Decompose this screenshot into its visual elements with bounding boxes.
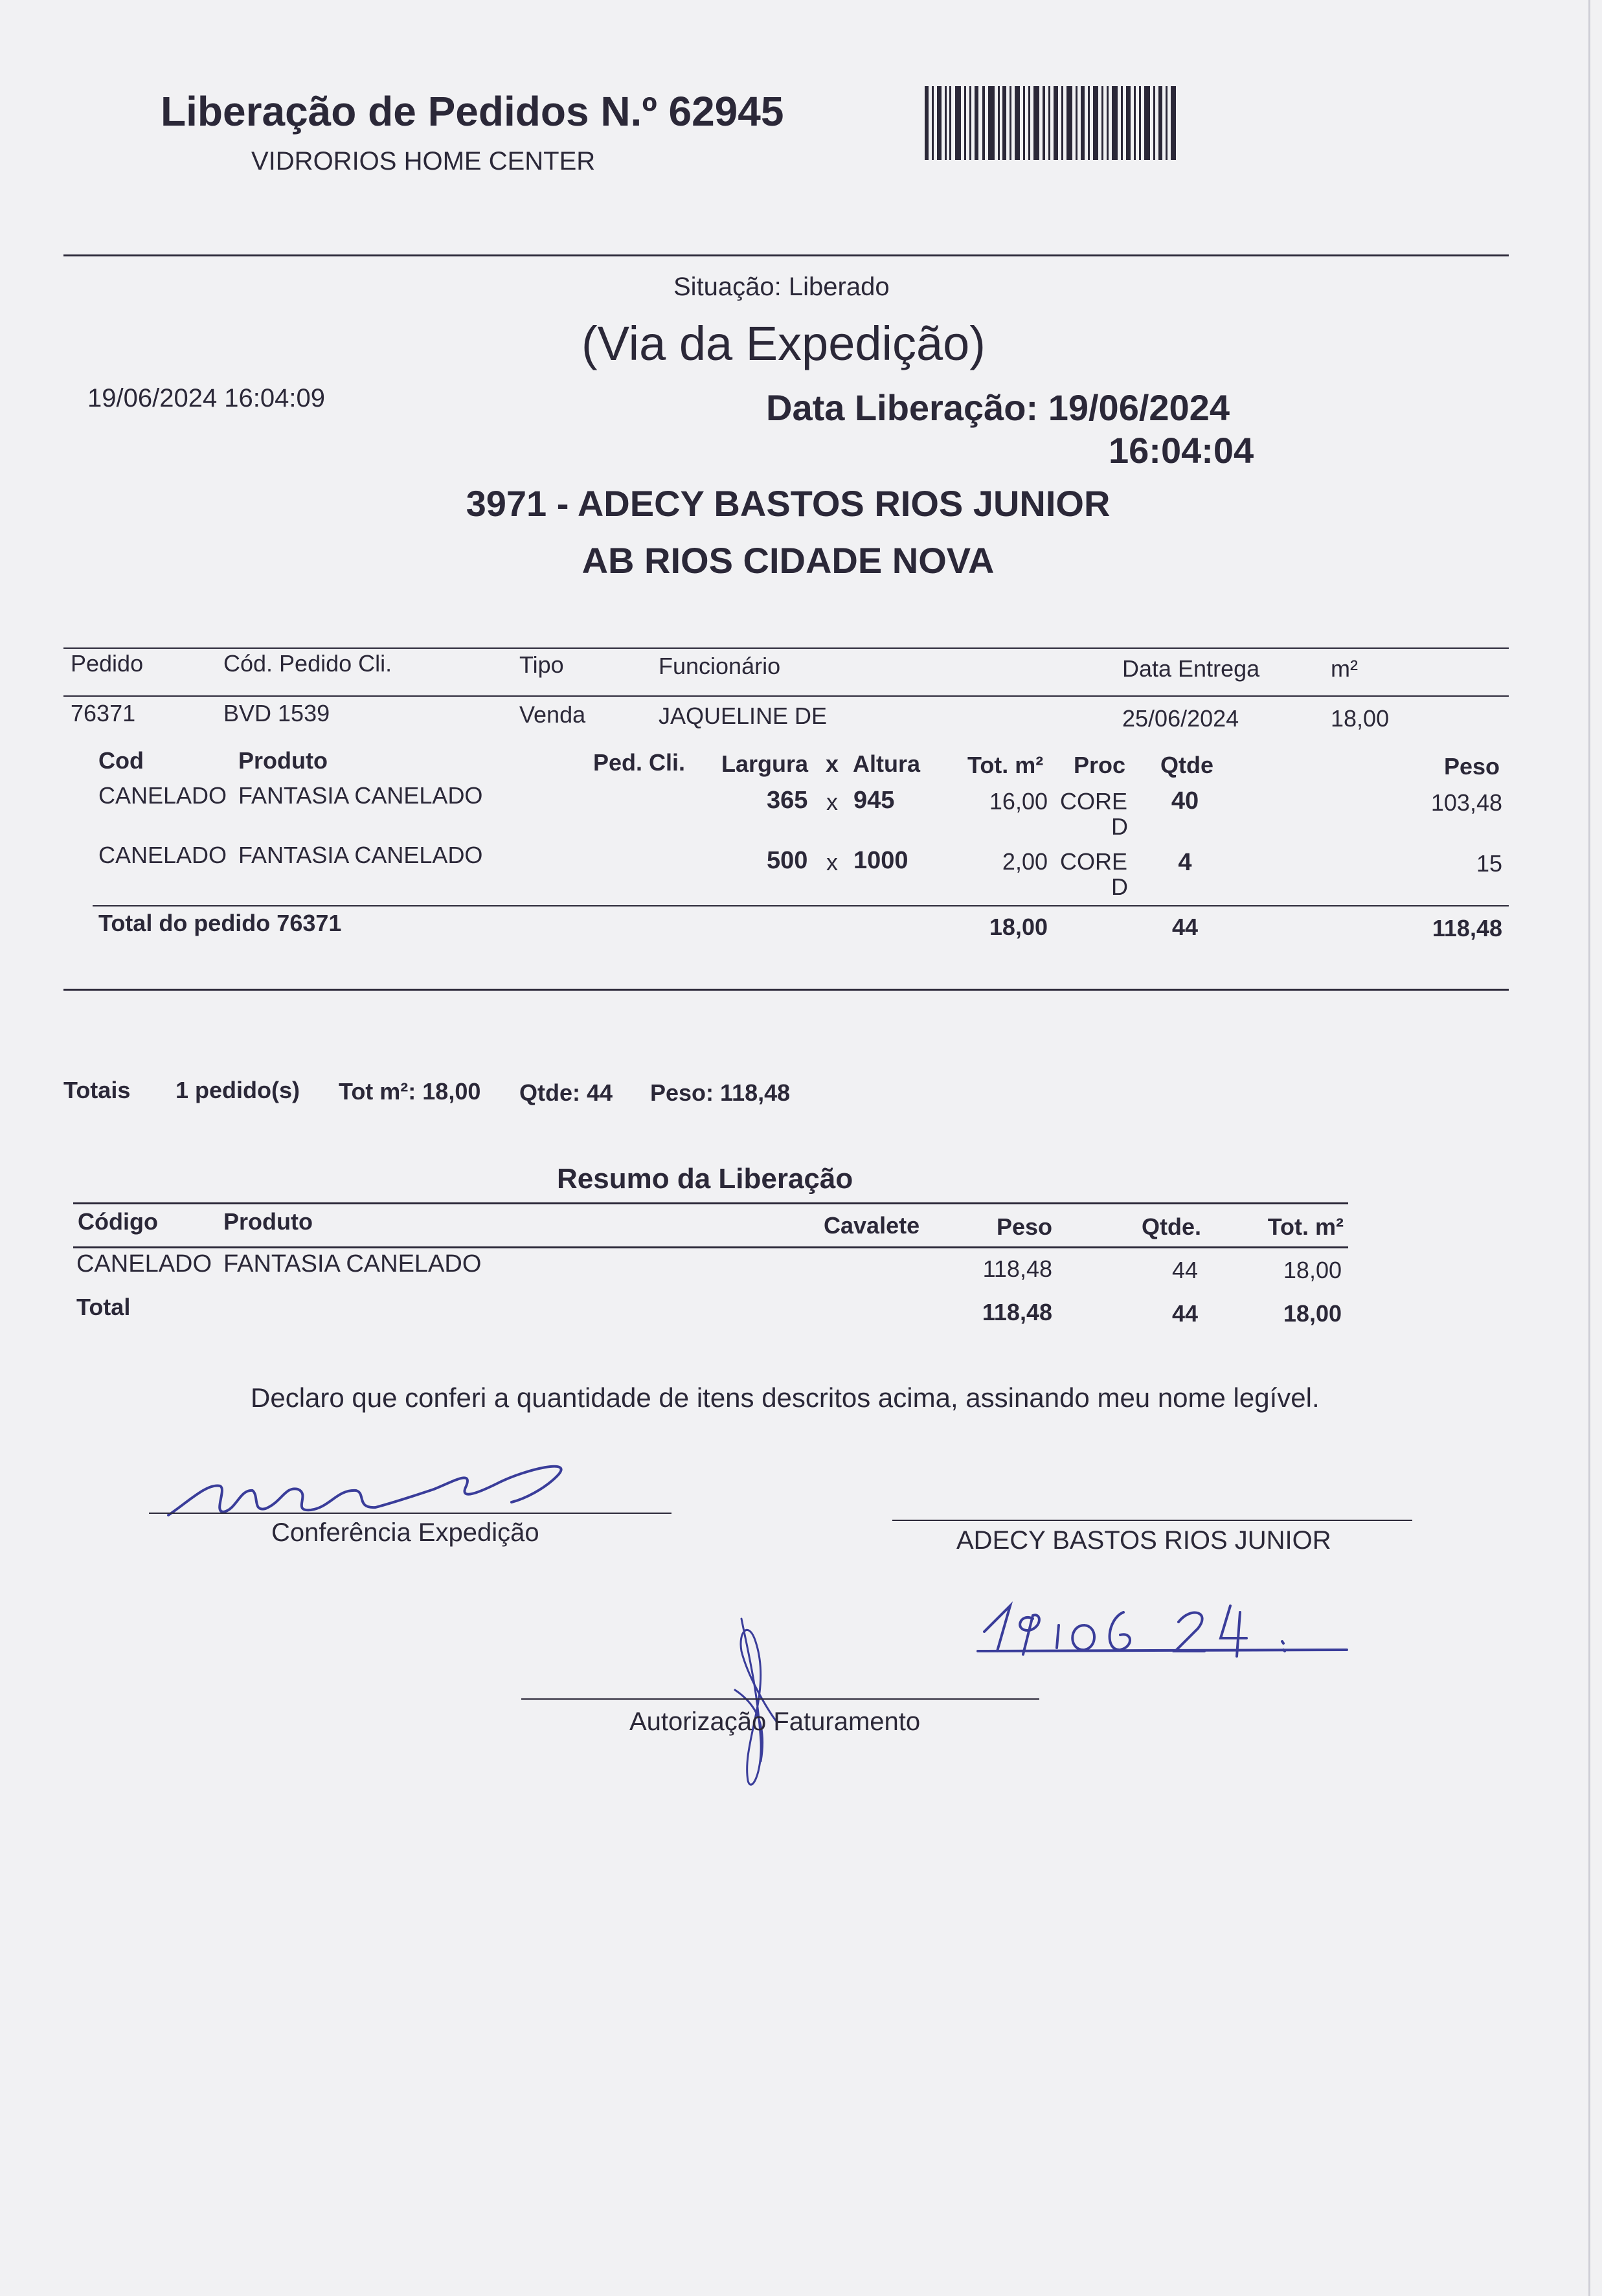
summary-title: Resumo da Liberação [557,1163,853,1195]
item-proc-suffix: D [1111,813,1128,840]
items-col-x: x [826,750,839,777]
signature-label-cliente: ADECY BASTOS RIOS JUNIOR [956,1526,1331,1555]
items-col-largura: Largura [721,750,809,777]
summary-col-qtde: Qtde. [1141,1213,1201,1240]
company-name: VIDRORIOS HOME CENTER [251,147,596,175]
item-x: x [826,849,838,875]
col-pedido: Pedido [71,650,144,677]
barcode [925,86,1179,164]
release-date: Data Liberação: 19/06/2024 [766,387,1230,428]
release-time: 16:04:04 [1109,430,1254,471]
item-peso: 103,48 [1430,789,1502,816]
order-total-label: Total do pedido 76371 [98,910,342,936]
summary-col-produto: Produto [223,1208,313,1235]
summary-row-peso: 118,48 [982,1255,1052,1282]
item-largura: 500 [767,847,808,874]
totals-peso: Peso: 118,48 [650,1079,791,1106]
item-altura: 1000 [853,847,908,874]
item-x: x [826,789,838,815]
signature-label-autorizacao: Autorização Faturamento [629,1707,921,1736]
summary-header-line [73,1246,1348,1248]
signature-line-conferencia [149,1513,671,1514]
order-header-top-line [63,647,1509,649]
item-peso: 15 [1476,850,1502,877]
summary-total-qtde: 44 [1171,1300,1198,1327]
col-data-entrega: Data Entrega [1122,655,1260,682]
summary-top-line [73,1202,1348,1204]
summary-row-codigo: CANELADO [76,1250,212,1277]
item-produto: FANTASIA CANELADO [238,782,483,809]
summary-total-label: Total [76,1294,131,1320]
page-edge [1588,0,1590,2296]
col-funcionario: Funcionário [659,653,781,679]
summary-col-peso: Peso [996,1213,1052,1240]
summary-row-produto: FANTASIA CANELADO [223,1250,482,1277]
status-text: Situação: Liberado [673,273,890,301]
order-total-m2: 18,00 [989,914,1048,940]
summary-total-peso: 118,48 [982,1299,1052,1325]
items-col-ped-cli: Ped. Cli. [593,749,686,776]
totals-m2: Tot m²: 18,00 [339,1078,481,1105]
client-store: AB RIOS CIDADE NOVA [581,540,995,581]
client-name: 3971 - ADECY BASTOS RIOS JUNIOR [466,483,1111,524]
item-altura: 945 [853,787,895,814]
item-qtde: 4 [1178,849,1192,876]
signature-label-conferencia: Conferência Expedição [271,1518,539,1547]
item-produto: FANTASIA CANELADO [238,842,483,868]
signature-line-cliente [892,1520,1412,1521]
print-datetime: 19/06/2024 16:04:09 [87,384,326,412]
item-tot-m2: 2,00 [1002,848,1048,875]
summary-total-tot-m2: 18,00 [1283,1300,1342,1327]
col-m2: m² [1331,655,1358,682]
items-col-altura: Altura [853,750,921,777]
order-cod-pedido-cli: BVD 1539 [223,700,330,726]
totals-label: Totais [63,1077,131,1103]
signature-line-autorizacao [521,1698,1039,1700]
items-col-cod: Cod [98,747,144,774]
items-col-tot-m2: Tot. m² [967,752,1044,778]
summary-col-tot-m2: Tot. m² [1267,1213,1344,1240]
items-col-proc: Proc [1074,752,1126,778]
header-divider [63,254,1509,256]
summary-col-cavalete: Cavalete [824,1212,920,1239]
totals-pedidos: 1 pedido(s) [175,1077,300,1103]
order-total-peso: 118,48 [1432,915,1502,941]
order-tipo: Venda [519,701,586,728]
item-proc-suffix: D [1111,873,1128,900]
item-tot-m2: 16,00 [989,788,1048,815]
item-largura: 365 [767,787,808,814]
order-data-entrega: 25/06/2024 [1122,705,1239,732]
col-cod-pedido-cli: Cód. Pedido Cli. [223,650,392,677]
items-col-produto: Produto [238,747,328,774]
orders-end-divider [63,989,1509,991]
order-total-qtde: 44 [1171,914,1199,940]
totals-qtde: Qtde: 44 [519,1079,613,1106]
col-tipo: Tipo [519,651,564,678]
order-header-bottom-line [63,695,1509,697]
handwritten-date [971,1586,1360,1664]
via-label: (Via da Expedição) [581,317,986,370]
order-funcionario: JAQUELINE DE [659,703,828,729]
item-proc: CORE [1060,788,1128,815]
order-total-line [93,905,1509,906]
items-col-peso: Peso [1444,753,1500,780]
items-col-qtde: Qtde [1160,752,1214,778]
summary-col-codigo: Código [78,1208,158,1235]
item-proc: CORE [1060,848,1128,875]
order-pedido: 76371 [71,700,136,726]
item-cod: CANELADO [98,842,227,868]
item-qtde: 40 [1171,787,1199,815]
order-m2: 18,00 [1331,705,1390,732]
summary-row-tot-m2: 18,00 [1283,1257,1342,1283]
item-cod: CANELADO [98,782,227,809]
handwritten-signature [162,1450,589,1528]
summary-row-qtde: 44 [1171,1257,1198,1283]
declaration-text: Declaro que conferi a quantidade de itens descritos acima, assinando meu nome legível. [251,1382,1320,1413]
document-title: Liberação de Pedidos N.º 62945 [161,88,784,135]
